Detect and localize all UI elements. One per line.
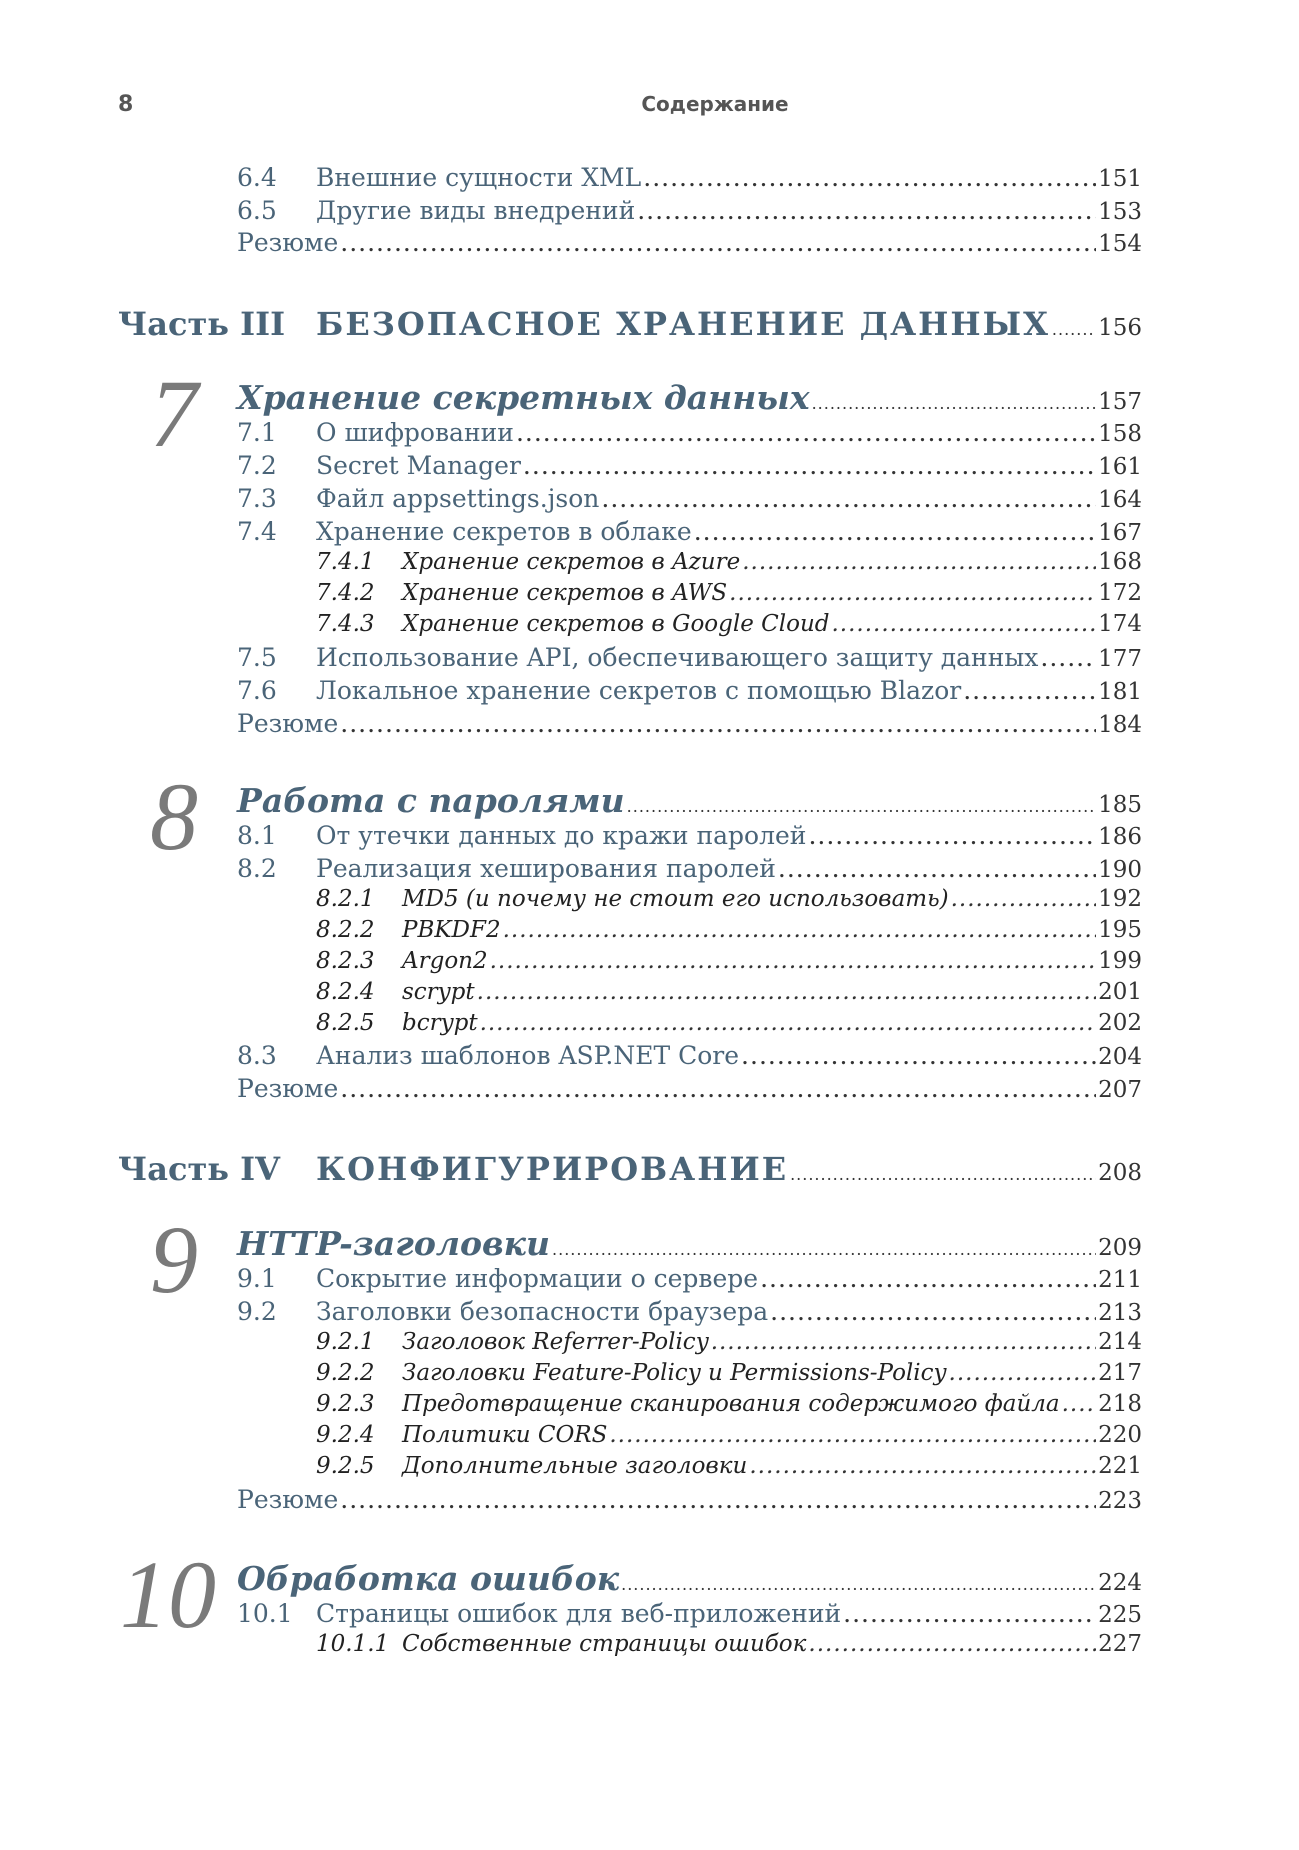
toc-entry-sec — [0, 484, 1299, 518]
dot-leader — [949, 1360, 1097, 1386]
toc-entry-title: Реализация хеширования паролей — [316, 854, 776, 883]
toc-entry-number: 10.1 — [237, 1599, 293, 1628]
toc-entry-sec — [0, 643, 1299, 677]
toc-entry-title: О шифровании — [316, 418, 514, 447]
toc-entry-title: Страницы ошибок для веб-приложений — [316, 1599, 842, 1628]
chapter-number: 10 — [120, 1541, 216, 1648]
toc-entry-page: 209 — [1098, 1235, 1142, 1261]
page-number: 8 — [118, 92, 134, 117]
toc-entry-sec — [0, 1264, 1299, 1298]
toc-entry-body — [402, 611, 1142, 637]
toc-entry-body — [237, 1224, 1142, 1263]
toc-entry-number: 9.2.4 — [316, 1422, 375, 1448]
dot-leader — [637, 196, 1096, 225]
dot-leader — [523, 451, 1096, 480]
dot-leader — [778, 854, 1096, 883]
toc-entry-number: 9.2.2 — [316, 1360, 375, 1386]
running-head — [0, 92, 1299, 124]
toc-entry-body — [316, 1041, 1142, 1070]
toc-entry-sub — [0, 1329, 1299, 1361]
toc-entry-number: 7.3 — [237, 484, 277, 513]
toc-entry-sub — [0, 948, 1299, 980]
dot-leader — [340, 1074, 1096, 1103]
toc-entry-title: MD5 (и почему не стоит его использовать) — [402, 886, 949, 912]
toc-entry-sub — [0, 1453, 1299, 1485]
toc-entry-sub — [0, 611, 1299, 643]
dot-leader — [951, 886, 1097, 912]
toc-entry-page: 211 — [1098, 1267, 1142, 1293]
toc-entry-title: БЕЗОПАСНОЕ ХРАНЕНИЕ ДАННЫХ — [316, 305, 1050, 343]
toc-entry-number: 7.1 — [237, 418, 277, 447]
toc-entry-body — [402, 979, 1142, 1005]
toc-entry-sec — [0, 196, 1299, 230]
dot-leader — [621, 1575, 1096, 1594]
dot-leader — [749, 1453, 1096, 1479]
dot-leader — [516, 418, 1096, 447]
toc-entry-body — [316, 643, 1142, 672]
toc-entry-title: Политики CORS — [402, 1422, 608, 1448]
toc-entry-body — [316, 1264, 1142, 1293]
dot-leader — [643, 163, 1096, 192]
toc-entry-page: 227 — [1098, 1631, 1142, 1657]
chapter-number: 7 — [150, 360, 198, 467]
dot-leader — [552, 1240, 1096, 1259]
toc-entry-body — [316, 1150, 1142, 1188]
dot-leader — [340, 228, 1096, 257]
toc-entry-title: Собственные страницы ошибок — [402, 1631, 807, 1657]
toc-entry-page: 177 — [1098, 646, 1142, 672]
toc-entry-number: 8.2.1 — [316, 886, 375, 912]
dot-leader — [963, 676, 1096, 705]
toc-entry-title: Резюме — [237, 1485, 339, 1514]
toc-entry-body — [237, 781, 1142, 820]
dot-leader — [340, 709, 1096, 738]
toc-entry-sub — [0, 1631, 1299, 1663]
toc-entry-title: Предотвращение сканирования содержимого файла — [402, 1391, 1060, 1417]
dot-leader — [808, 1631, 1096, 1657]
toc-entry-title: Хранение секретов в облаке — [316, 517, 692, 546]
toc-entry-sub — [0, 1422, 1299, 1454]
toc-entry-sec — [0, 163, 1299, 197]
dot-leader — [601, 484, 1096, 513]
toc-entry-body — [402, 886, 1142, 912]
toc-entry-title: Argon2 — [402, 948, 488, 974]
toc-entry-body — [402, 1329, 1142, 1355]
dot-leader — [812, 394, 1097, 413]
toc-entry-page: 192 — [1098, 886, 1142, 912]
toc-entry-body — [402, 1422, 1142, 1448]
toc-entry-page: 185 — [1098, 792, 1142, 818]
toc-entry-page: 153 — [1098, 199, 1142, 225]
dot-leader — [1040, 643, 1096, 672]
toc-entry-title: Анализ шаблонов ASP.NET Core — [316, 1041, 740, 1070]
chapter-number: 8 — [150, 763, 198, 870]
toc-entry-page: 156 — [1098, 315, 1142, 341]
toc-entry-number: 7.5 — [237, 643, 277, 672]
toc-entry-title: Файл appsettings.json — [316, 484, 600, 513]
dot-leader — [843, 1599, 1096, 1628]
toc-entry-body — [316, 418, 1142, 447]
toc-entry-body — [402, 1360, 1142, 1386]
toc-entry-sec — [0, 418, 1299, 452]
toc-entry-sub — [0, 1391, 1299, 1423]
toc-entry-page: 157 — [1098, 389, 1142, 415]
dot-leader — [490, 948, 1096, 974]
toc-entry-page: 172 — [1098, 580, 1142, 606]
toc-entry-body — [316, 196, 1142, 225]
dot-leader — [694, 517, 1096, 546]
toc-entry-body — [402, 1010, 1142, 1036]
toc-entry-number: 7.2 — [237, 451, 277, 480]
toc-entry-body — [402, 948, 1142, 974]
toc-entry-page: 207 — [1098, 1077, 1142, 1103]
toc-entry-sum — [0, 228, 1299, 262]
toc-entry-sum — [0, 1485, 1299, 1519]
toc-entry-number: 10.1.1 — [316, 1631, 390, 1657]
toc-entry-title: Локальное хранение секретов с помощью Blazor — [316, 676, 962, 705]
toc-entry-page: 208 — [1098, 1160, 1142, 1186]
toc-entry-title: Обработка ошибок — [237, 1559, 620, 1598]
running-head-title: Содержание — [641, 92, 789, 116]
dot-leader — [1052, 320, 1096, 339]
toc-entry-number: 9.1 — [237, 1264, 277, 1293]
toc-entry-sec — [0, 821, 1299, 855]
toc-entry-title: Заголовки Feature-Policy и Permissions-Policy — [402, 1360, 947, 1386]
toc-entry-title: От утечки данных до кражи паролей — [316, 821, 807, 850]
toc-entry-page: 214 — [1098, 1329, 1142, 1355]
dot-leader — [741, 1041, 1096, 1070]
toc-entry-page: 217 — [1098, 1360, 1142, 1386]
toc-entry-page: 218 — [1098, 1391, 1142, 1417]
toc-entry-sum — [0, 1074, 1299, 1108]
toc-entry-title: scrypt — [402, 979, 475, 1005]
toc-entry-title: Заголовок Referrer-Policy — [402, 1329, 709, 1355]
toc-entry-page: 164 — [1098, 487, 1142, 513]
toc-entry-body — [316, 163, 1142, 192]
toc-entry-sub — [0, 1360, 1299, 1392]
toc-entry-sec — [0, 676, 1299, 710]
dot-leader — [831, 611, 1096, 637]
toc-entry-title: Резюме — [237, 709, 339, 738]
toc-entry-body — [237, 1074, 1142, 1103]
toc-entry-page: 221 — [1098, 1453, 1142, 1479]
toc-entry-title: Резюме — [237, 228, 339, 257]
chapter-number: 9 — [150, 1206, 198, 1313]
dot-leader — [770, 1297, 1096, 1326]
toc-entry-title: Резюме — [237, 1074, 339, 1103]
toc-entry-number: 6.5 — [237, 196, 277, 225]
dot-leader — [340, 1485, 1096, 1514]
toc-entry-sub — [0, 886, 1299, 918]
toc-entry-page: 199 — [1098, 948, 1142, 974]
toc-entry-body — [316, 854, 1142, 883]
toc-entry-page: 184 — [1098, 712, 1142, 738]
toc-entry-body — [316, 676, 1142, 705]
toc-entry-number: 7.4.1 — [316, 549, 375, 575]
toc-entry-number: 7.4 — [237, 517, 277, 546]
toc-entry-number: 9.2 — [237, 1297, 277, 1326]
toc-entry-number: 8.2 — [237, 854, 277, 883]
toc-entry-page: 225 — [1098, 1602, 1142, 1628]
toc-entry-page: 202 — [1098, 1010, 1142, 1036]
toc-entry-title: HTTP-заголовки — [237, 1224, 551, 1263]
toc-entry-number: Часть IV — [118, 1150, 280, 1188]
toc-entry-number: 7.4.3 — [316, 611, 375, 637]
toc-entry-number: 9.2.5 — [316, 1453, 375, 1479]
toc-entry-page: 161 — [1098, 454, 1142, 480]
toc-entry-sub — [0, 979, 1299, 1011]
toc-entry-number: 8.1 — [237, 821, 277, 850]
dot-leader — [760, 1264, 1096, 1293]
toc-entry-page: 174 — [1098, 611, 1142, 637]
toc-entry-title: Хранение секретов в Azure — [402, 549, 741, 575]
toc-entry-sub — [0, 1010, 1299, 1042]
toc-entry-number: 8.2.2 — [316, 917, 375, 943]
toc-entry-ch — [0, 378, 1299, 422]
toc-entry-number: 8.2.4 — [316, 979, 375, 1005]
dot-leader — [711, 1329, 1096, 1355]
toc-entry-part — [0, 1150, 1299, 1194]
toc-entry-page: 195 — [1098, 917, 1142, 943]
toc-entry-title: Хранение секретов в AWS — [402, 580, 728, 606]
toc-entry-title: bcrypt — [402, 1010, 478, 1036]
toc-entry-page: 204 — [1098, 1044, 1142, 1070]
dot-leader — [480, 1010, 1097, 1036]
toc-entry-sum — [0, 709, 1299, 743]
toc-entry-title: Внешние сущности XML — [316, 163, 642, 192]
toc-entry-title: Сокрытие информации о сервере — [316, 1264, 759, 1293]
toc-entry-page: 181 — [1098, 679, 1142, 705]
toc-entry-title: Использование API, обеспечивающего защиту данных — [316, 643, 1039, 672]
toc-entry-body — [316, 1599, 1142, 1628]
toc-entry-sec — [0, 1041, 1299, 1075]
toc-entry-title: PBKDF2 — [402, 917, 501, 943]
toc-entry-body — [316, 305, 1142, 343]
dot-leader — [1062, 1391, 1096, 1417]
toc-entry-body — [237, 378, 1142, 417]
toc-entry-title: Другие виды внедрений — [316, 196, 636, 225]
toc-entry-page: 213 — [1098, 1300, 1142, 1326]
toc-entry-body — [237, 228, 1142, 257]
toc-entry-number: 8.3 — [237, 1041, 277, 1070]
toc-entry-body — [402, 1453, 1142, 1479]
toc-entry-title: Secret Manager — [316, 451, 521, 480]
toc-entry-ch — [0, 1224, 1299, 1268]
toc-entry-sec — [0, 517, 1299, 551]
toc-entry-title: Хранение секретных данных — [237, 378, 810, 417]
dot-leader — [729, 580, 1096, 606]
toc-entry-page: 190 — [1098, 857, 1142, 883]
toc-entry-title: КОНФИГУРИРОВАНИЕ — [316, 1150, 789, 1188]
toc-entry-sec — [0, 451, 1299, 485]
toc-entry-sub — [0, 580, 1299, 612]
toc-entry-body — [316, 1297, 1142, 1326]
toc-entry-page: 186 — [1098, 824, 1142, 850]
toc-entry-page: 201 — [1098, 979, 1142, 1005]
toc-entry-number: 9.2.3 — [316, 1391, 375, 1417]
toc-entry-body — [402, 580, 1142, 606]
dot-leader — [790, 1165, 1096, 1184]
toc-entry-sub — [0, 549, 1299, 581]
dot-leader — [477, 979, 1096, 1005]
toc-entry-number: 9.2.1 — [316, 1329, 375, 1355]
toc-entry-number: 7.6 — [237, 676, 277, 705]
toc-entry-body — [316, 821, 1142, 850]
toc-entry-sub — [0, 917, 1299, 949]
toc-entry-sec — [0, 1599, 1299, 1633]
toc-entry-body — [402, 1631, 1142, 1657]
toc-entry-body — [316, 517, 1142, 546]
toc-entry-ch — [0, 1559, 1299, 1603]
dot-leader — [503, 917, 1097, 943]
toc-entry-number: 6.4 — [237, 163, 277, 192]
toc-entry-title: Заголовки безопасности браузера — [316, 1297, 769, 1326]
toc-entry-number: 8.2.3 — [316, 948, 375, 974]
toc-entry-number: 8.2.5 — [316, 1010, 375, 1036]
toc-entry-body — [316, 484, 1142, 513]
toc-entry-body — [316, 451, 1142, 480]
toc-entry-part — [0, 305, 1299, 349]
toc-entry-page: 154 — [1098, 231, 1142, 257]
toc-entry-number: Часть III — [118, 305, 286, 343]
toc-entry-title: Дополнительные заголовки — [402, 1453, 748, 1479]
toc-entry-body — [237, 709, 1142, 738]
toc-entry-page: 223 — [1098, 1488, 1142, 1514]
toc-entry-body — [402, 549, 1142, 575]
toc-entry-page: 168 — [1098, 549, 1142, 575]
toc-entry-body — [402, 917, 1142, 943]
toc-entry-sec — [0, 854, 1299, 888]
toc-entry-number: 7.4.2 — [316, 580, 375, 606]
dot-leader — [609, 1422, 1096, 1448]
toc-entry-ch — [0, 781, 1299, 825]
dot-leader — [627, 797, 1096, 816]
toc-entry-body — [237, 1559, 1142, 1598]
toc-entry-page: 224 — [1098, 1570, 1142, 1596]
toc-entry-body — [237, 1485, 1142, 1514]
toc-entry-page: 151 — [1098, 166, 1142, 192]
toc-entry-title: Хранение секретов в Google Cloud — [402, 611, 830, 637]
dot-leader — [808, 821, 1096, 850]
toc-entry-body — [402, 1391, 1142, 1417]
toc-entry-page: 158 — [1098, 421, 1142, 447]
dot-leader — [742, 549, 1096, 575]
toc-entry-page: 167 — [1098, 520, 1142, 546]
toc-entry-sec — [0, 1297, 1299, 1331]
toc-entry-page: 220 — [1098, 1422, 1142, 1448]
toc-entry-title: Работа с паролями — [237, 781, 625, 820]
